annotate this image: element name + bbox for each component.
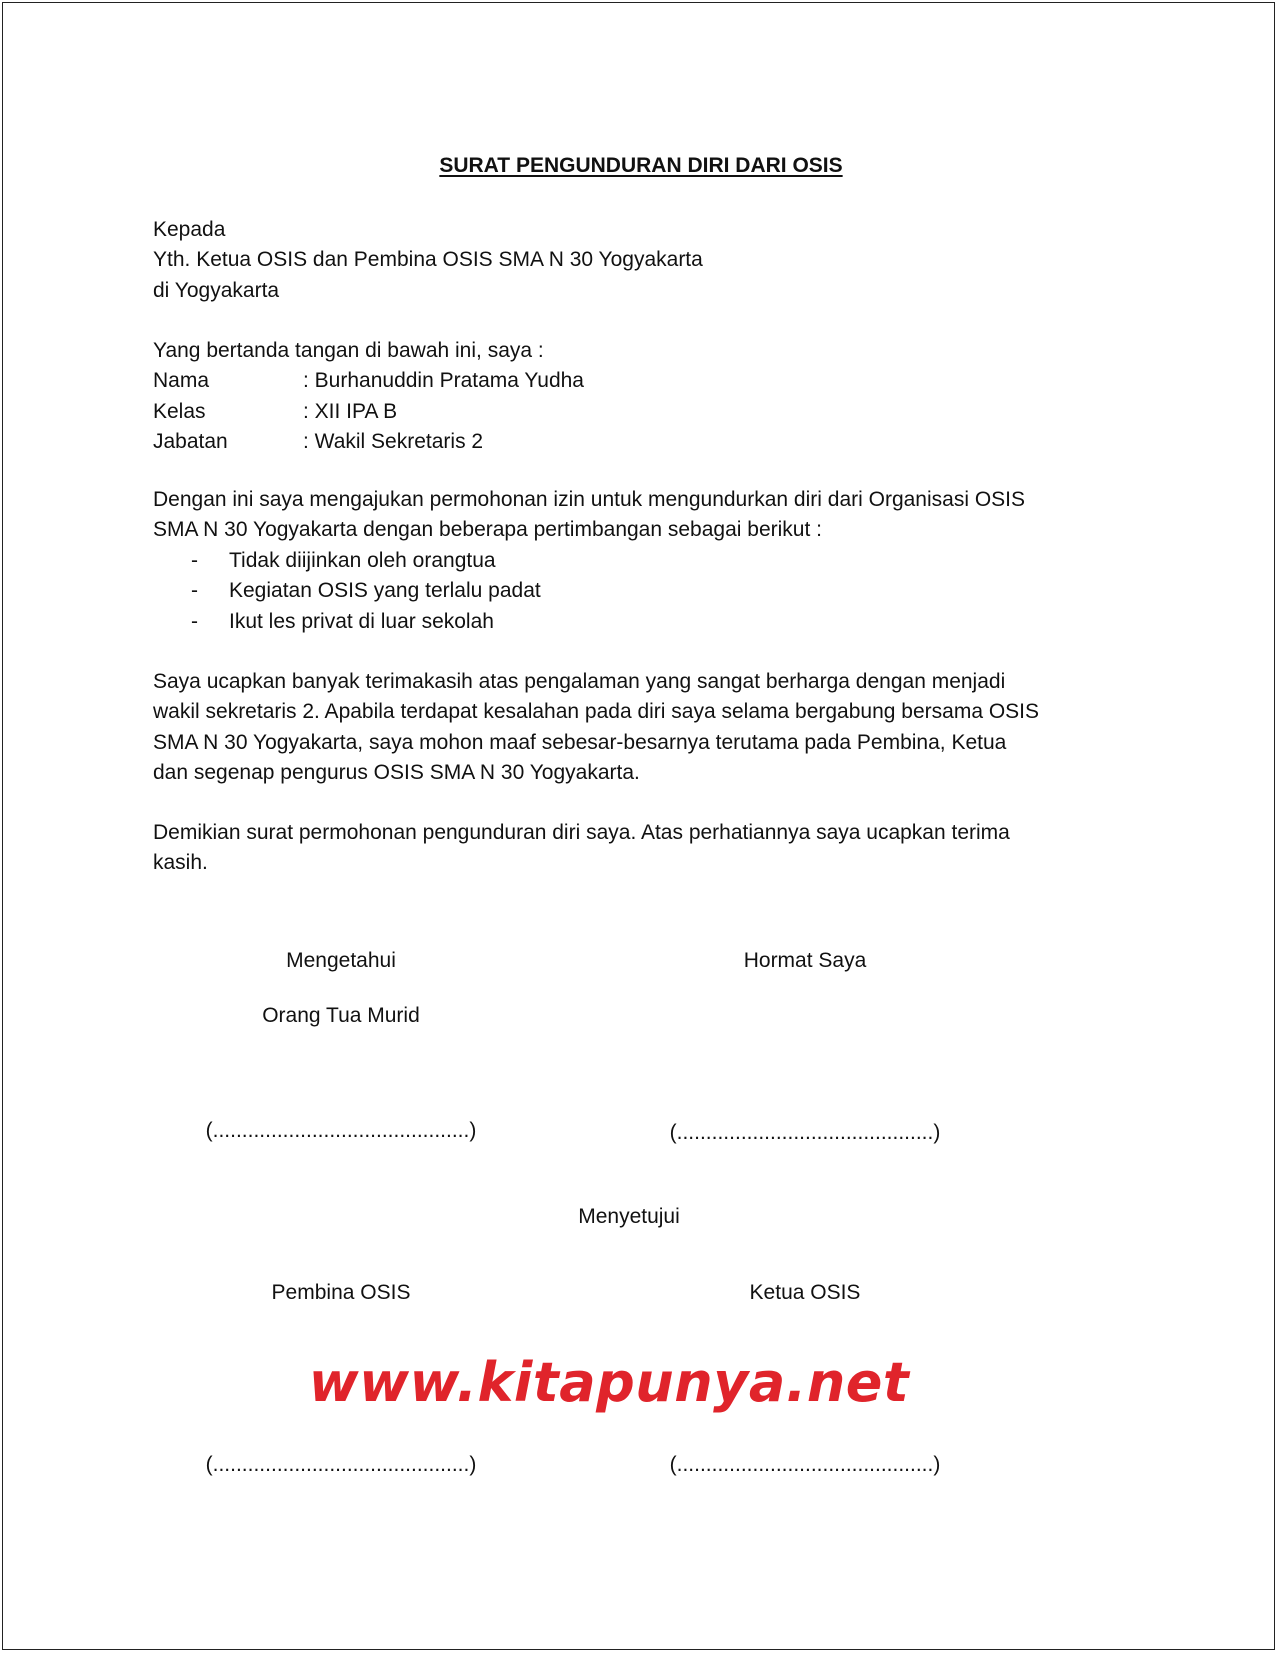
field-row-nama xyxy=(153,366,1133,396)
reason-text: Ikut les privat di luar sekolah xyxy=(229,609,494,633)
signature-blank-parent: (............................................) xyxy=(205,1119,477,1142)
recipient-line-3: di Yogyakarta xyxy=(153,278,280,302)
request-line-2: SMA N 30 Yogyakarta dengan beberapa pertimbangan sebagai berikut : xyxy=(153,518,822,542)
menyetujui-label: Menyetujui xyxy=(578,1205,680,1228)
request-block xyxy=(153,485,1133,637)
signature-blank-pembina: (............................................) xyxy=(205,1453,477,1476)
thanks-line-4: dan segenap pengurus OSIS SMA N 30 Yogyakarta. xyxy=(153,761,640,785)
thanks-block xyxy=(153,667,1133,789)
pembina-label: Pembina OSIS xyxy=(271,1281,411,1304)
reason-item xyxy=(153,546,1133,576)
reason-text: Kegiatan OSIS yang terlalu padat xyxy=(229,579,541,603)
watermark-url: www.kitapunya.net xyxy=(308,1351,910,1414)
field-value: : XII IPA B xyxy=(303,399,398,423)
field-value: : Burhanuddin Pratama Yudha xyxy=(303,369,584,393)
mengetahui-label: Mengetahui xyxy=(286,949,396,972)
letter-title: SURAT PENGUNDURAN DIRI DARI OSIS xyxy=(439,154,843,177)
closing-block xyxy=(153,818,1133,879)
field-label: Kelas xyxy=(153,399,206,423)
field-row-kelas xyxy=(153,397,1133,427)
letter-page xyxy=(2,2,1275,1650)
identity-block xyxy=(153,336,1133,458)
recipient-block xyxy=(153,215,1133,306)
field-label: Jabatan xyxy=(153,430,228,454)
thanks-line-3: SMA N 30 Yogyakarta, saya mohon maaf sebesar-besarnya terutama pada Pembina, Ketua xyxy=(153,730,1007,754)
thanks-line-1: Saya ucapkan banyak terimakasih atas pengalaman yang sangat berharga dengan menjadi xyxy=(153,670,1006,693)
bullet-dash: - xyxy=(191,548,198,572)
recipient-line-2: Yth. Ketua OSIS dan Pembina OSIS SMA N 30 Yogyakarta xyxy=(153,248,703,272)
recipient-line-1: Kepada xyxy=(153,218,226,241)
closing-line-2: kasih. xyxy=(153,851,208,875)
bullet-dash: - xyxy=(191,579,198,603)
hormat-saya-label: Hormat Saya xyxy=(743,949,867,972)
reason-item xyxy=(153,607,1133,637)
request-line-1: Dengan ini saya mengajukan permohonan izin untuk mengundurkan diri dari Organisasi OSIS xyxy=(153,488,1026,511)
intro-line: Yang bertanda tangan di bawah ini, saya : xyxy=(153,339,544,362)
field-label: Nama xyxy=(153,369,210,393)
field-value: : Wakil Sekretaris 2 xyxy=(303,430,484,454)
thanks-line-2: wakil sekretaris 2. Apabila terdapat kesalahan pada diri saya selama bergabung bersama OSIS xyxy=(153,700,1040,724)
closing-line-1: Demikian surat permohonan pengunduran diri saya. Atas perhatiannya saya ucapkan terima xyxy=(153,821,1010,844)
field-row-jabatan xyxy=(153,427,1133,457)
orang-tua-label: Orang Tua Murid xyxy=(262,1004,420,1027)
signature-blank-student: (............................................) xyxy=(669,1121,941,1144)
reason-text: Tidak diijinkan oleh orangtua xyxy=(229,548,496,572)
signature-blank-ketua: (............................................) xyxy=(669,1453,941,1476)
bullet-dash: - xyxy=(191,609,198,633)
ketua-label: Ketua OSIS xyxy=(749,1281,861,1304)
reason-item xyxy=(153,576,1133,606)
